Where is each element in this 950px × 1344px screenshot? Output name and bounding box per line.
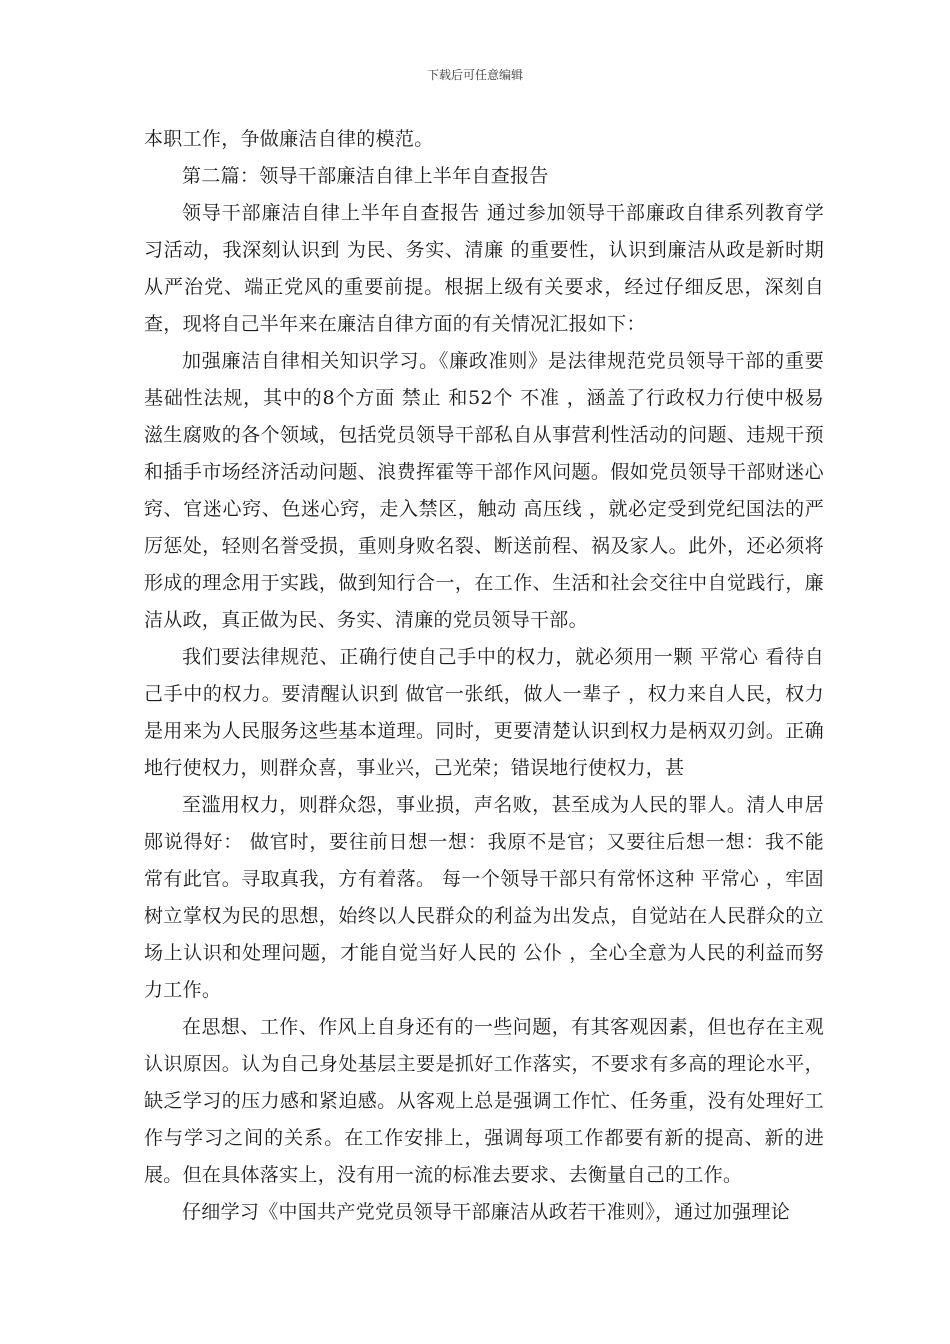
paragraph-6: 至滥用权力，则群众怨，事业损，声名败，甚至成为人民的罪人。清人申居郧说得好： 做官时，要往前日想一想：我原不是官；又要往后想一想：我不能常有此官。寻取真我，方有着落。 每一个领导干部只有常怀这种 平常心 ，牢固树立掌权为民的思想，始终以人民群众的利益为出发点，自觉站在人民群众的立场上认识和处理问题，才能自觉当好人民的 公仆 ，全心全意为人民的利益而努力工作。	[144, 794, 824, 1001]
page-header: 下载后可任意编辑	[426, 68, 523, 82]
document-body	[144, 121, 824, 1231]
paragraph-3: 领导干部廉洁自律上半年自查报告 通过参加领导干部廉政自律系列教育学习活动，我深刻认识到 为民、务实、清廉 的重要性，认识到廉洁从政是新时期从严治党、端正党风的重要前提。根据上级有关要求，经过仔细反思，深刻自查，现将自己半年来在廉洁自律方面的有关情况汇报如下：	[144, 202, 824, 335]
paragraph-8: 仔细学习《中国共产党党员领导干部廉洁从政若干准则》，通过加强理论	[182, 1201, 791, 1223]
paragraph-4: 加强廉洁自律相关知识学习。《廉政准则》是法律规范党员领导干部的重要基础性法规，其中的8个方面 禁止 和52个 不准 ，涵盖了行政权力行使中极易滋生腐败的各个领域，包括党员领导干部私自从事营利性活动的问题、违规干预和插手市场经济活动问题、浪费挥霍等干部作风问题。假如党员领导干部财迷心窍、官迷心窍、色迷心窍，走入禁区，触动 高压线 ，就必定受到党纪国法的严厉惩处，轻则名誉受损，重则身败名裂、断送前程、祸及家人。此外，还必须将形成的理念用于实践，做到知行合一，在工作、生活和社会交往中自觉践行，廉洁从政，真正做为民、务实、清廉的党员领导干部。	[144, 350, 824, 631]
paragraph-1: 本职工作，争做廉洁自律的模范。	[144, 128, 434, 150]
section-heading: 第二篇：领导干部廉洁自律上半年自查报告	[182, 165, 549, 187]
paragraph-7: 在思想、工作、作风上自身还有的一些问题，有其客观因素，但也存在主观认识原因。认为自己身处基层主要是抓好工作落实，不要求有多高的理论水平，缺乏学习的压力感和紧迫感。从客观上总是强调工作忙、任务重，没有处理好工作与学习之间的关系。在工作安排上，强调每项工作都要有新的提高、新的进展。但在具体落实上，没有用一流的标准去要求、去衡量自己的工作。	[144, 1016, 824, 1186]
paragraph-5: 我们要法律规范、正确行使自己手中的权力，就必须用一颗 平常心 看待自己手中的权力。要清醒认识到 做官一张纸，做人一辈子 ，权力来自人民，权力是用来为人民服务这些基本道理。同时，更要清楚认识到权力是柄双刃剑。正确地行使权力，则群众喜，事业兴，己光荣；错误地行使权力，甚	[144, 646, 824, 779]
